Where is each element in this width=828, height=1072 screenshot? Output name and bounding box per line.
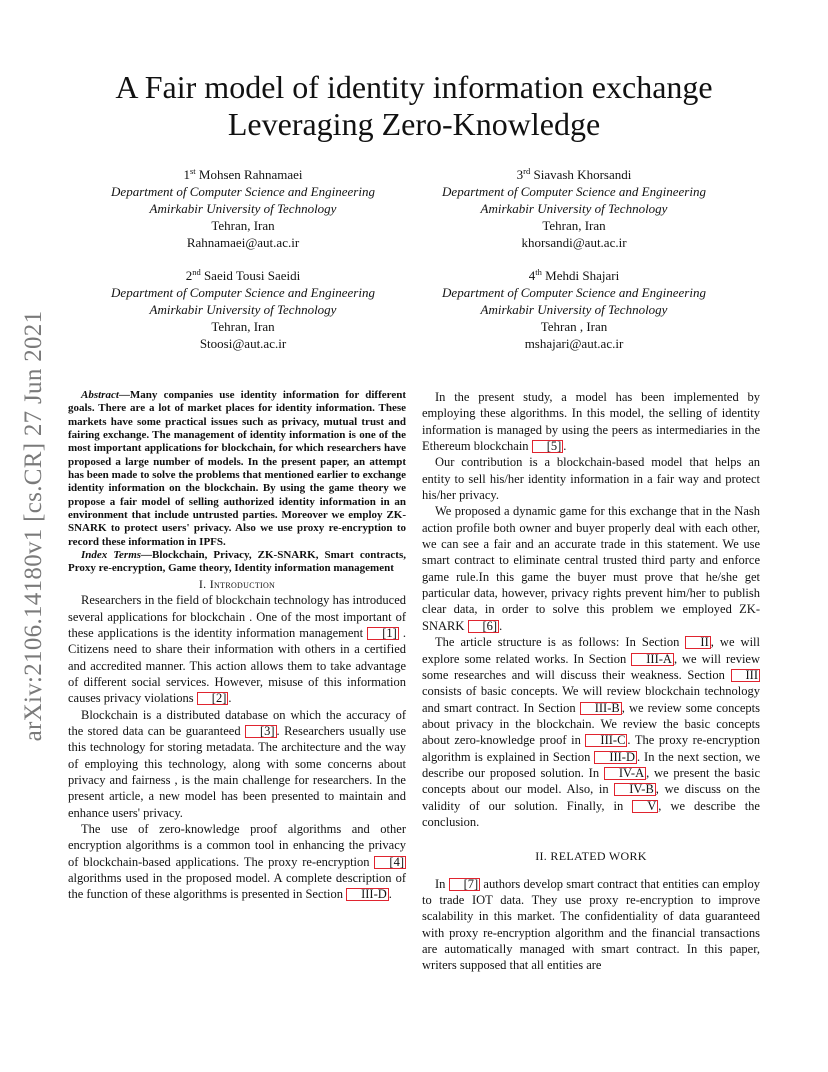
right-column (422, 389, 760, 974)
author-department: Department of Computer Science and Engineering (111, 285, 375, 300)
intro-paragraph-2: Blockchain is a distributed database on which the accuracy of the stored data can be guaranteed [3] . Researchers usually use this technology for storing metadata. The architecture and the way of employing this technology, along with some concerns about privacy and fairness , is the main challenge for researchers. In the present article, a new model has been presented to maintain and enhance users' privacy. (68, 707, 406, 820)
section-link[interactable]: III-C (585, 734, 627, 747)
author-name: 4th Mehdi Shajari (528, 267, 620, 283)
author-university: Amirkabir University of Technology (480, 201, 668, 216)
author-block-1 (78, 163, 408, 251)
author-department: Department of Computer Science and Engineering (442, 285, 706, 300)
section-link[interactable]: III-D (594, 751, 637, 764)
author-department: Department of Computer Science and Engineering (442, 184, 706, 199)
body-paragraph-4: The article structure is as follows: In Section II , we will explore some related works. In Section III-A , we will review some researches and will discuss their weakness. Section III consists of basic concepts. We will review blockchain technology and smart contract. In Section III-B , we review some concepts about privacy in the blockchain. We review the basic concepts about zero-knowledge proof in III-C . The proxy re-encryption algorithm is explained in Section III-D . In the next section, we describe our proposed solution. In IV-A , we present the basic concepts about our model. Also, in IV-B , we discuss on the validity of our solution. Finally, in V , we describe the conclusion. (422, 635, 761, 829)
author-email: Stoosi@aut.ac.ir (199, 336, 287, 351)
author-university: Amirkabir University of Technology (480, 302, 668, 317)
section-link[interactable]: III-A (631, 653, 674, 666)
author-name: 3rd Siavash Khorsandi (516, 166, 632, 182)
author-city: Tehran, Iran (211, 319, 275, 334)
author-city: Tehran , Iran (540, 319, 608, 334)
citation-link[interactable]: [4] (374, 856, 406, 869)
section-link[interactable]: III-B (580, 702, 622, 715)
intro-paragraph-3: The use of zero-knowledge proof algorithms and other encryption algorithms is a common tool in enhancing the privacy of blockchain-based applications. The proxy re-encryption [4] algorithms used in the proposed model. A complete description of the function of these algorithms is presented in Section III-D . (68, 821, 406, 902)
section-link[interactable]: V (632, 800, 658, 813)
index-terms (68, 549, 406, 576)
related-work-paragraph-1: In [7] authors develop smart contract that entities can employ to trade IOT data. They use proxy re-encryption to improve scalability in this market. The confidentiality of data guaranteed with proxy re-encryption algorithm and the financial transactions are automatically managed with smart contract. In this paper, writers supposed that all entities are (422, 876, 761, 973)
author-university: Amirkabir University of Technology (149, 302, 337, 317)
title-line-2: Leveraging Zero-Knowledge (227, 106, 601, 142)
section-link[interactable]: IV-A (604, 767, 646, 780)
author-city: Tehran, Iran (211, 218, 275, 233)
arxiv-identifier: arXiv:2106.14180v1 [cs.CR] 27 Jun 2021 (20, 310, 47, 742)
paper-title (60, 69, 768, 143)
body-paragraph-2: Our contribution is a blockchain-based model that helps an entity to sell his/her identity information in a fair way and protect his/her privacy. (422, 455, 760, 503)
author-email: Rahnamaei@aut.ac.ir (186, 235, 300, 250)
abstract-label: Abstract (81, 389, 119, 401)
left-column (68, 389, 406, 903)
author-city: Tehran, Iran (542, 218, 606, 233)
title-line-1: A Fair model of identity information exchange (115, 69, 713, 105)
abstract (68, 389, 406, 549)
citation-link[interactable]: [2] (197, 692, 229, 705)
author-block-3 (409, 163, 739, 251)
author-name: 1st Mohsen Rahnamaei (183, 166, 303, 182)
section-heading-related-work: II. RELATED WORK (535, 849, 647, 864)
body-paragraph-3: We proposed a dynamic game for this exchange that in the Nash action profile both owner and buyer properly deal with each other, we can see a fair and an accurate trade in this statement. We use smart contract to eliminate central trusted third party and enforce game rule.In this game the buyer must prove that he/she get particular data, however, privacy rights prevent him/her to publish clear data, in order to solve this problem we employed ZK-SNARK [6] . (422, 504, 760, 633)
citation-link[interactable]: [7] (449, 878, 481, 891)
author-name: 2nd Saeid Tousi Saeidi (185, 267, 301, 283)
citation-link[interactable]: [6] (468, 620, 500, 633)
author-department: Department of Computer Science and Engineering (111, 184, 375, 199)
section-heading-introduction: I. Introduction (198, 576, 276, 591)
citation-link[interactable]: [3] (245, 725, 277, 738)
index-terms-text: —Blockchain, Privacy, ZK-SNARK, Smart contracts, Proxy re-encryption, Game theory, Identity information management (68, 549, 406, 575)
author-email: khorsandi@aut.ac.ir (521, 235, 627, 250)
author-email: mshajari@aut.ac.ir (524, 336, 624, 351)
body-paragraph-1: In the present study, a model has been implemented by employing these algorithms. In this model, the selling of identity information is managed by using the peers as intermediaries in the Ethereum blockchain [5] . (422, 390, 760, 454)
index-terms-label: Index Terms (81, 549, 142, 562)
abstract-text: —Many companies use identity information for different goals. There are a lot of market places for identity information. These markets have some practical issues such as privacy, mutual trust and fairing exchange. The management of identity information is one of the most important applications for blockchain, for which researchers have proposed a large number of models. In the present paper, an attempt has been made to solve the problems that mentioned earlier to exchange identity information on the blockchain. By using the game theory we propose a fair model of selling authorized identity information in an environment that include untrusted parties. Moreover we employ ZK-SNARK to protect users' privacy. Also we use proxy re-encryption to record these information in IPFS. (68, 389, 406, 548)
citation-link[interactable]: [5] (532, 440, 564, 453)
section-link[interactable]: IV-B (614, 783, 656, 796)
author-block-4 (409, 264, 739, 352)
author-block-2 (78, 264, 408, 352)
section-link[interactable]: III-D (346, 888, 389, 901)
citation-link[interactable]: [1] (367, 627, 399, 640)
author-university: Amirkabir University of Technology (149, 201, 337, 216)
section-link[interactable]: III (731, 669, 761, 682)
arxiv-stamp (14, 293, 54, 759)
section-link[interactable]: II (685, 636, 710, 649)
intro-paragraph-1: Researchers in the field of blockchain technology has introduced several applications for blockchain . One of the most important of these applications is the identity information management [1] . Citizens need to share their information with others in a certified and accredited manner. This action allows them to take advantage of different social services. However, misuse of this information causes privacy violations [2] . (68, 593, 407, 706)
